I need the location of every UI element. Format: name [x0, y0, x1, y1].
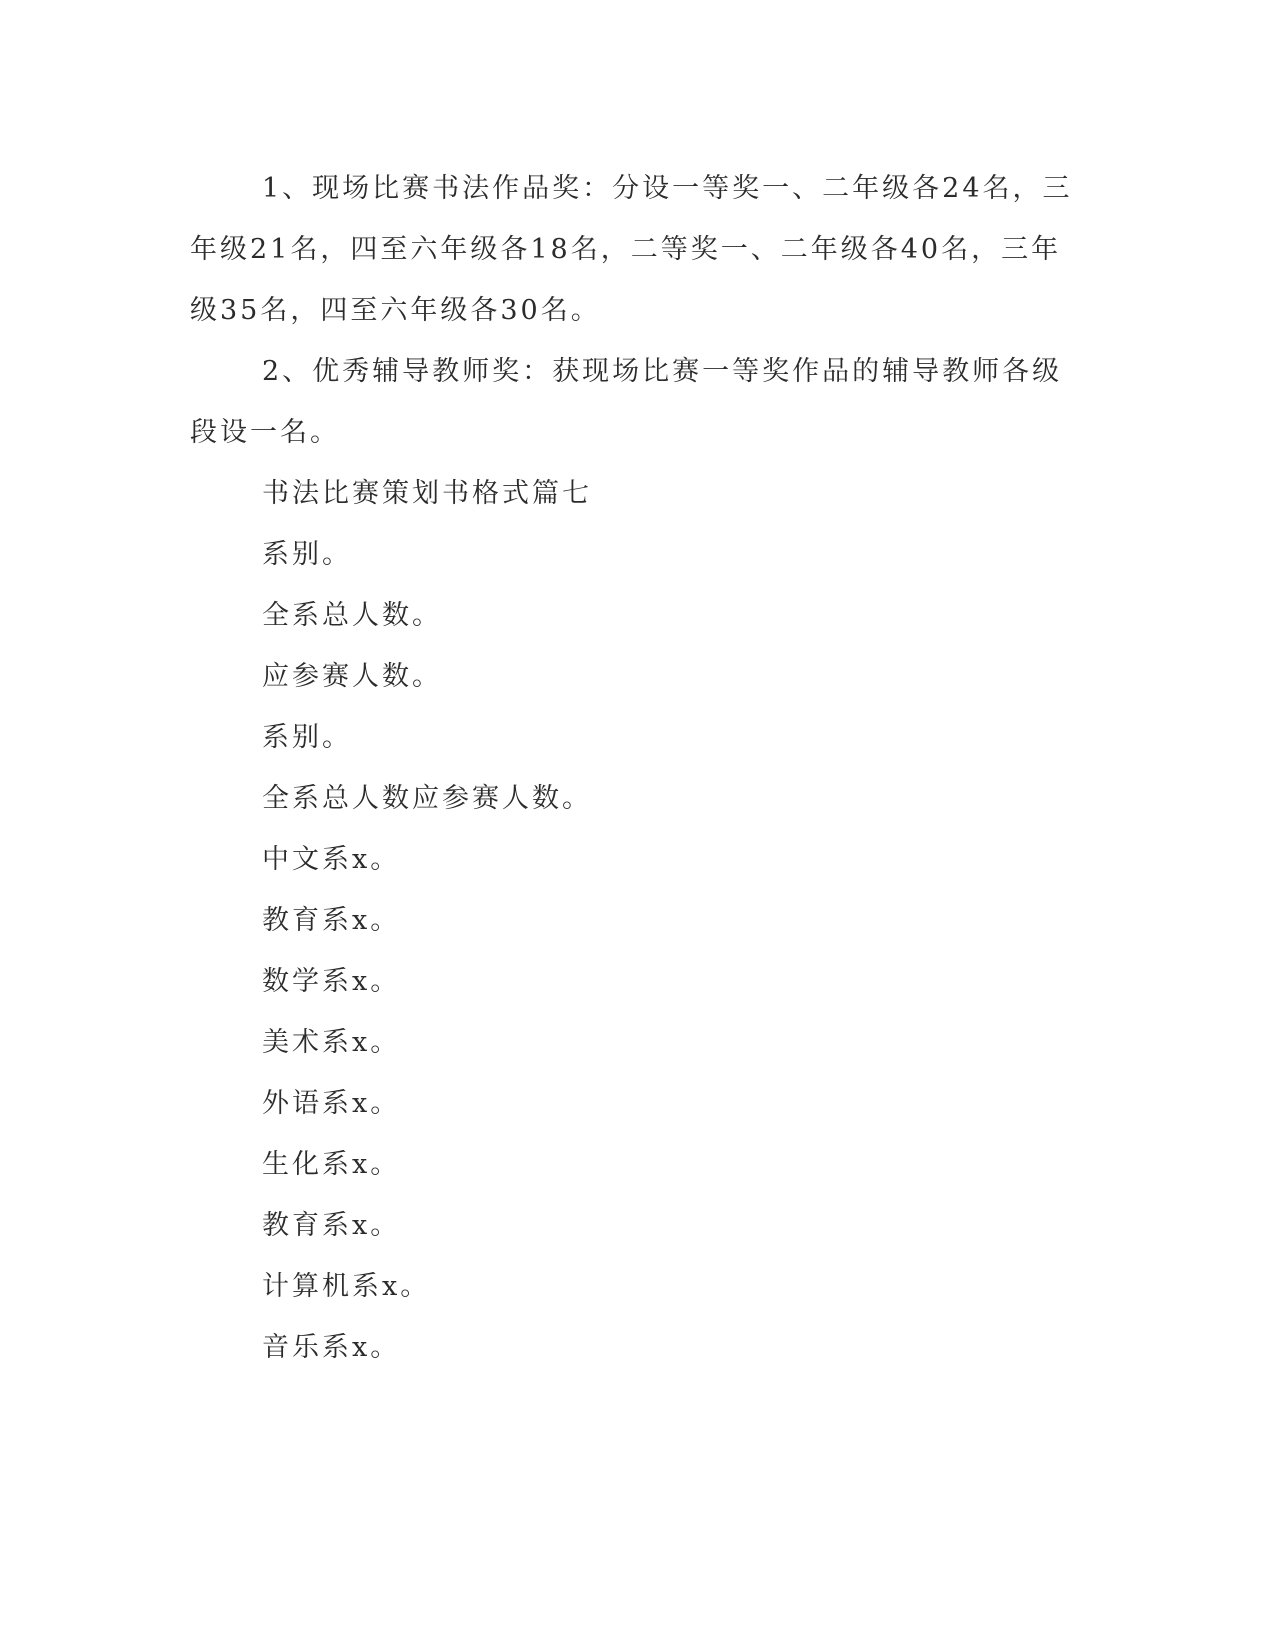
department-line: 音乐系x。: [262, 1332, 401, 1363]
paragraph-first-prize: 1、现场比赛书法作品奖：分设一等奖一、二年级各24名，三年级21名，四至六年级各18名，二等奖一、二年级各40名，三年级35名，四至六年级各30名。: [190, 173, 1073, 326]
text-line: 全系总人数。: [262, 600, 442, 631]
department-line: 教育系x。: [262, 905, 401, 936]
document-body: [190, 158, 1080, 1378]
department-line: 教育系x。: [262, 1210, 401, 1241]
text-line: 全系总人数应参赛人数。: [262, 783, 592, 814]
department-line: 中文系x。: [262, 844, 401, 875]
department-line: 计算机系x。: [262, 1271, 431, 1302]
text-line: 系别。: [262, 722, 352, 753]
text-line: 应参赛人数。: [262, 661, 442, 692]
department-line: 数学系x。: [262, 966, 401, 997]
section-heading: 书法比赛策划书格式篇七: [262, 478, 592, 509]
text-line: 系别。: [262, 539, 352, 570]
department-line: 生化系x。: [262, 1149, 401, 1180]
department-line: 外语系x。: [262, 1088, 401, 1119]
department-line: 美术系x。: [262, 1027, 401, 1058]
paragraph-teacher-award: 2、优秀辅导教师奖：获现场比赛一等奖作品的辅导教师各级段设一名。: [190, 356, 1063, 448]
